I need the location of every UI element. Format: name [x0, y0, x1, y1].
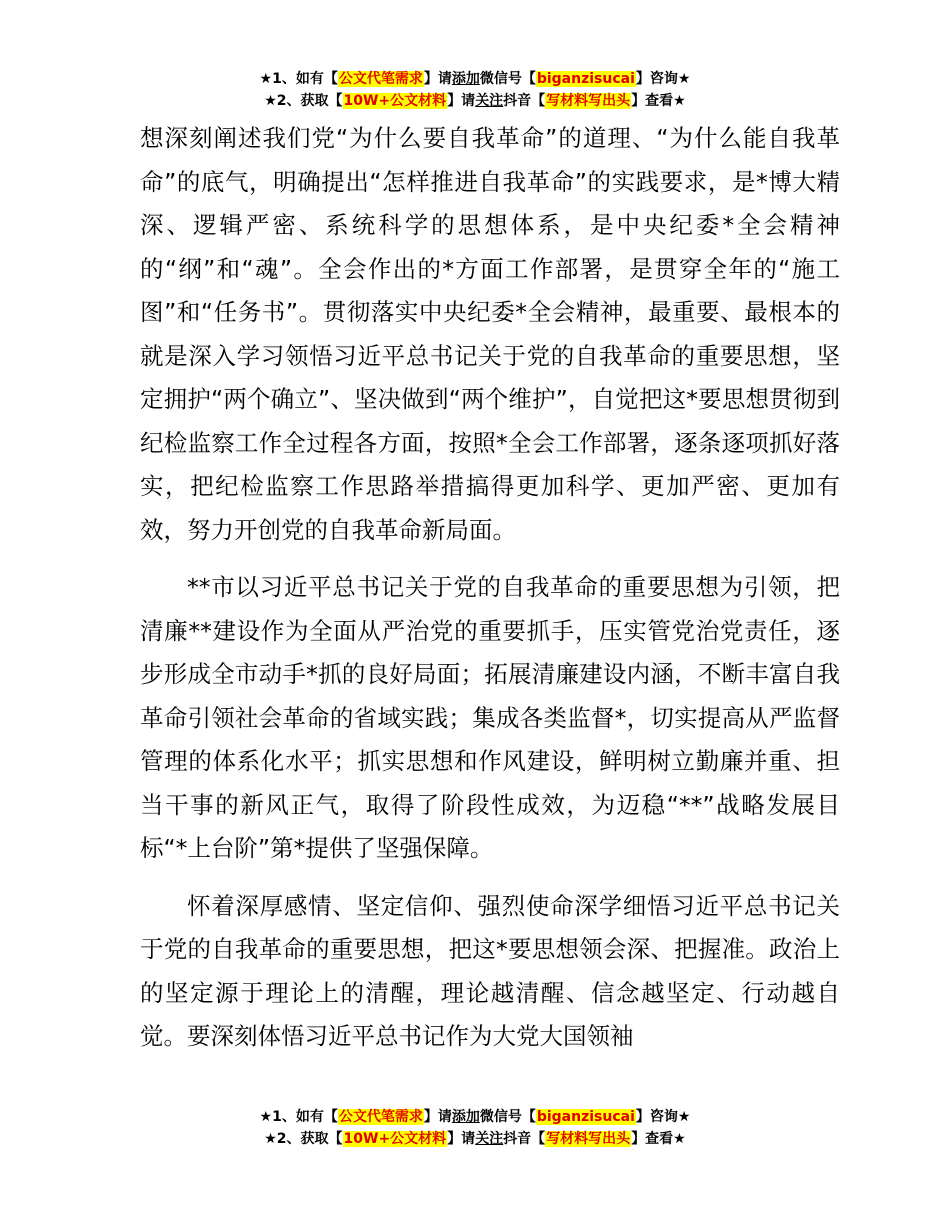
banner-text: 】咨询★: [635, 71, 691, 87]
banner-text: 】请: [447, 1131, 476, 1147]
banner-line-1: [0, 68, 950, 90]
paragraph: 怀着深厚感情、坚定信仰、强烈使命深学细悟习近平总书记关于党的自我革命的重要思想，把这*要思想领会深、把握准。政治上的坚定源于理论上的清醒，理论越清醒、信念越坚定、行动越自觉。要深刻体悟习近平总书记作为大党大国领袖: [140, 891, 840, 1050]
banner-text: 微信号【: [479, 71, 536, 87]
banner-highlight: 公文代笔需求: [338, 1109, 423, 1125]
document-body: [140, 117, 840, 1059]
paragraph: **市以习近平总书记关于党的自我革命的重要思想为引领，把清廉**建设作为全面从严治党的重要抓手，压实管党治党责任，逐步形成全市动手*抓的良好局面；拓展清廉建设内涵，不断丰富自我革命引领社会革命的省域实践；集成各类监督*，切实提高从严监督管理的体系化水平；抓实思想和作风建设，鲜明树立勤廉并重、担当干事的新风正气，取得了阶段性成效，为迈稳“**”战略发展目标“*上台阶”第*提供了坚强保障。: [140, 573, 840, 862]
banner-text: 】请: [423, 1109, 452, 1125]
footer-banner: [0, 1106, 950, 1150]
banner-highlight: 写材料写出头: [546, 93, 631, 109]
banner-text: ★1、如有【: [259, 71, 338, 87]
paragraph: 想深刻阐述我们党“为什么要自我革命”的道理、“为什么能自我革命”的底气，明确提出“怎样推进自我革命”的实践要求，是*博大精深、逻辑严密、系统科学的思想体系，是中央纪委*全会精神的“纲”和“魂”。全会作出的*方面工作部署，是贯穿全年的“施工图”和“任务书”。贯彻落实中央纪委*全会精神，最重要、最根本的就是深入学习领悟习近平总书记关于党的自我革命的重要思想，坚定拥护“两个确立”、坚决做到“两个维护”，自觉把这*要思想贯彻到纪检监察工作全过程各方面，按照*全会工作部署，逐条逐项抓好落实，把纪检监察工作思路举措搞得更加科学、更加严密、更加有效，努力开创党的自我革命新局面。: [140, 124, 840, 544]
banner-text: 抖音【: [503, 93, 546, 109]
header-banner: [0, 68, 950, 112]
banner-text: 】咨询★: [635, 1109, 691, 1125]
banner-line-2: [0, 90, 950, 112]
banner-text: 微信号【: [479, 1109, 536, 1125]
banner-text: ★1、如有【: [259, 1109, 338, 1125]
banner-highlight: 公文代笔需求: [338, 71, 423, 87]
banner-highlight: 写材料写出头: [546, 1131, 631, 1147]
banner-text: 】查看★: [631, 1131, 686, 1147]
banner-text: 】查看★: [631, 93, 686, 109]
banner-text: 抖音【: [503, 1131, 546, 1147]
banner-highlight: 10W+公文材料: [343, 1131, 447, 1147]
banner-highlight: biganzisucai: [536, 71, 635, 87]
banner-underlined: 关注: [475, 93, 504, 109]
banner-text: ★2、获取【: [264, 93, 343, 109]
banner-text: ★2、获取【: [264, 1131, 343, 1147]
banner-underlined: 关注: [475, 1131, 504, 1147]
banner-underlined: 添加: [451, 71, 480, 87]
banner-underlined: 添加: [451, 1109, 480, 1125]
banner-text: 】请: [423, 71, 452, 87]
banner-text: 】请: [447, 93, 476, 109]
banner-line-2: [0, 1128, 950, 1150]
banner-highlight: 10W+公文材料: [343, 93, 447, 109]
banner-highlight: biganzisucai: [536, 1109, 635, 1125]
banner-line-1: [0, 1106, 950, 1128]
